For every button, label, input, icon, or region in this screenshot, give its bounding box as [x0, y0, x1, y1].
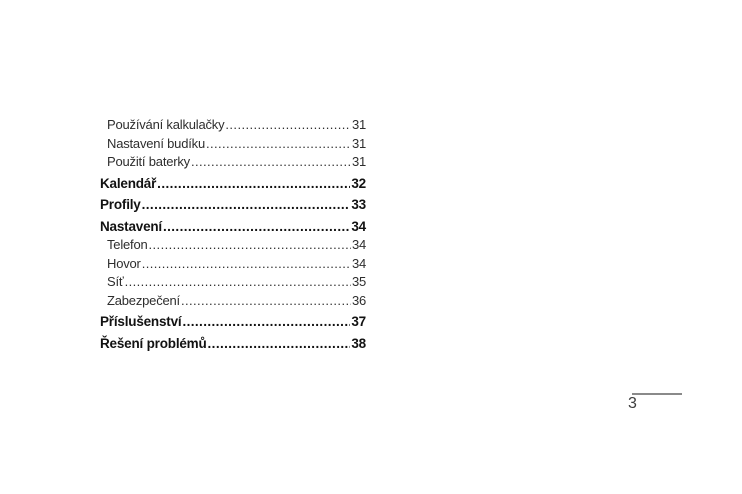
- toc-entry: [100, 218, 366, 237]
- toc-entry: [100, 313, 366, 332]
- toc-entry-page-number: 37: [351, 314, 366, 329]
- toc-entry-label: Nastavení budíku: [107, 135, 205, 151]
- toc-leader-dots: [182, 313, 350, 332]
- toc-leader-dots: [142, 196, 351, 215]
- toc-entry-label: Použití baterky: [107, 154, 190, 169]
- toc-leader-dots: [157, 175, 350, 194]
- toc-entry: [100, 335, 366, 354]
- footer-rule: [632, 393, 682, 395]
- toc-entry-label: Telefon: [107, 237, 148, 252]
- toc-entry-label: Profily: [100, 197, 141, 212]
- toc-entry: [100, 175, 366, 194]
- toc-leader-dots: [125, 273, 351, 292]
- table-of-contents: [100, 116, 366, 353]
- page-number: 3: [628, 395, 637, 412]
- toc-leader-dots: [191, 153, 351, 172]
- toc-entry: [100, 135, 366, 154]
- toc-entry-label: Síť: [107, 274, 124, 289]
- toc-entry-label: Hovor: [107, 255, 141, 271]
- toc-leader-dots: [181, 292, 351, 311]
- toc-entry: [100, 292, 366, 311]
- toc-leader-dots: [208, 335, 351, 354]
- toc-entry-page-number: 31: [351, 135, 366, 151]
- toc-entry: [100, 273, 366, 292]
- toc-entry-page-number: 34: [351, 237, 366, 252]
- toc-entry-page-number: 38: [351, 335, 366, 351]
- toc-entry-label: Řešení problémů: [100, 335, 207, 351]
- toc-entry: [100, 116, 366, 135]
- toc-entry: [100, 255, 366, 274]
- toc-entry-label: Používání kalkulačky: [107, 117, 225, 132]
- toc-entry: [100, 236, 366, 255]
- toc-leader-dots: [163, 218, 350, 237]
- toc-entry-page-number: 34: [351, 255, 366, 271]
- toc-leader-dots: [149, 236, 351, 255]
- toc-entry-label: Zabezpečení: [107, 292, 180, 308]
- toc-entry-label: Nastavení: [100, 218, 162, 234]
- toc-entry-page-number: 34: [351, 218, 366, 234]
- toc-entry-label: Kalendář: [100, 175, 157, 191]
- toc-entry: [100, 153, 366, 172]
- toc-leader-dots: [206, 135, 351, 154]
- toc-leader-dots: [142, 255, 351, 274]
- toc-entry-page-number: 31: [351, 154, 366, 169]
- toc-entry-page-number: 35: [351, 274, 366, 289]
- toc-entry-label: Příslušenství: [100, 314, 182, 329]
- toc-entry-page-number: 33: [351, 197, 366, 212]
- toc-entry-page-number: 32: [351, 175, 366, 191]
- toc-entry-page-number: 31: [351, 117, 366, 132]
- toc-entry: [100, 196, 366, 215]
- toc-entry-page-number: 36: [351, 292, 366, 308]
- toc-leader-dots: [225, 116, 351, 135]
